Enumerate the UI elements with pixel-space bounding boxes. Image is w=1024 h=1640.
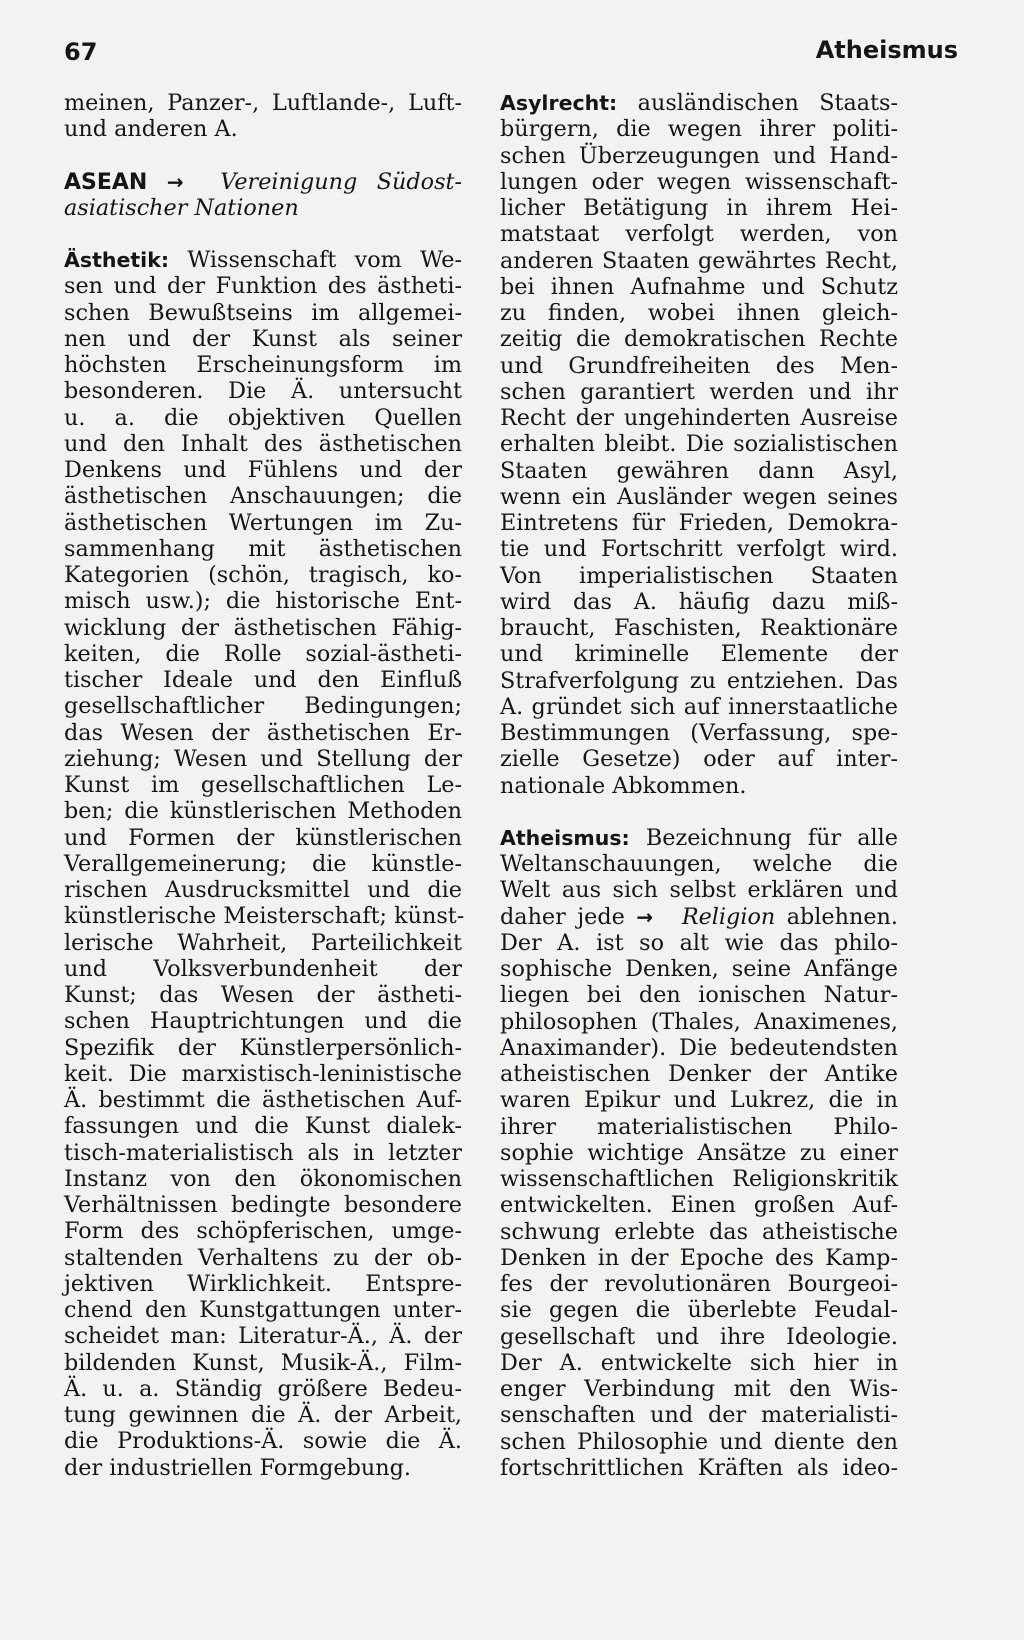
text-line: keit. Die marxistisch-leninistische (64, 1060, 462, 1087)
text-line: Denken in der Epoche des Kamp- (500, 1244, 898, 1271)
text-line: A. gründet sich auf innerstaatliche (500, 693, 898, 720)
text-line: erhalten bleibt. Die sozialistischen (500, 431, 898, 458)
text-line: ästhetischen Anschauungen; die (64, 483, 462, 510)
atheismus-headword: Atheismus: (500, 825, 630, 850)
text-line: besonderen. Die Ä. untersucht (64, 378, 462, 405)
text-line: Recht der ungehinderten Ausreise (500, 405, 898, 431)
text-line: Verhältnissen bedingte besondere (64, 1192, 462, 1218)
text-line: Von imperialistischen Staaten (500, 562, 898, 589)
aesthetik-text: Wissenschaft vom We- (187, 247, 462, 273)
text-line: tung gewinnen die Ä. der Arbeit, (64, 1402, 462, 1428)
aesthetik-headword: Ästhetik: (64, 248, 170, 272)
text-line: lerische Wahrheit, Parteilichkeit (64, 929, 462, 956)
text-line: anderen Staaten gewährtes Recht, (500, 247, 898, 274)
asylrecht-first-line (500, 90, 898, 116)
atheismus-body (500, 930, 898, 1481)
atheismus-text: ablehnen. (786, 903, 898, 930)
text-line: u. a. die objektiven Quellen (64, 404, 462, 431)
text-line: nationale Abkommen. (500, 772, 747, 799)
entry-gap (64, 143, 462, 169)
asylrecht-text: ausländischen Staats- (637, 90, 898, 116)
text-line: zu finden, wobei ihnen gleich- (500, 300, 898, 326)
atheismus-text: Bezeichnung für alle (645, 824, 898, 851)
text-line: philosophen (Thales, Anaximenes, (500, 1008, 898, 1035)
text-line: licher Betätigung in ihrem Hei- (500, 195, 898, 221)
text-line: sammenhang mit ästhetischen (64, 535, 462, 562)
text-line: lungen oder wegen wissenschaft- (500, 168, 898, 195)
text-line: und Volksverbundenheit der (64, 955, 462, 982)
text-line: fortschrittlichen Kräften als ideo- (500, 1454, 898, 1481)
text-line: und kriminelle Elemente der (500, 641, 898, 668)
asean-reference-continued: asiatischer Nationen (64, 194, 299, 221)
text-line: und den Inhalt des ästhetischen (64, 430, 462, 457)
text-line: tie und Fortschritt verfolgt wird. (500, 536, 898, 563)
text-line: Anaximander). Die bedeutendsten (500, 1034, 898, 1061)
page-number: 67 (64, 38, 98, 66)
asean-headword: ASEAN (64, 169, 148, 195)
text-line: braucht, Faschisten, Reaktionäre (500, 615, 898, 641)
text-line: Form des schöpferischen, umge- (64, 1218, 462, 1245)
text-line: sen und der Funktion des ästheti- (64, 273, 462, 300)
text-line: sophische Denken, seine Anfänge (500, 956, 898, 982)
text-line: Instanz von den ökonomischen (64, 1165, 462, 1192)
asean-line (64, 169, 462, 195)
text-line: ihrer materialistischen Philo- (500, 1113, 898, 1140)
aesthetik-first-line (64, 247, 462, 273)
text-line: sophie wichtige Ansätze zu einer (500, 1139, 898, 1166)
text-line: nen und der Kunst als seiner (64, 325, 462, 352)
text-line: tischer Ideale und den Einfluß (64, 667, 462, 693)
text-line: Denkens und Fühlens und der (64, 457, 462, 483)
asylrecht-headword: Asylrecht: (500, 91, 618, 115)
text-line: Kategorien (schön, tragisch, ko- (64, 562, 462, 588)
text-line: bildenden Kunst, Musik-Ä., Film- (64, 1349, 462, 1376)
text-line: entwickelten. Einen großen Auf- (500, 1192, 898, 1219)
text-line: ben; die künstlerischen Methoden (64, 798, 462, 825)
text-line: wenn ein Ausländer wegen seines (500, 483, 898, 510)
asean-reference: Vereinigung Südost- (220, 168, 462, 195)
text-line: Ä. bestimmt die ästhetischen Auf- (64, 1087, 462, 1113)
text-line: ziehung; Wesen und Stellung der (64, 745, 462, 772)
left-column (64, 90, 465, 1481)
right-column (500, 90, 898, 1481)
running-head: Atheismus (815, 36, 958, 64)
text-line: fassungen und die Kunst dialek- (64, 1113, 462, 1140)
continuation-line: meinen, Panzer-, Luftlande-, Luft- (64, 90, 462, 116)
text-line: und Formen der künstlerischen (64, 824, 462, 851)
text-line: waren Epikur und Lukrez, die in (500, 1087, 898, 1114)
text-line: misch usw.); die historische Ent- (64, 588, 462, 615)
text-line: Kunst im gesellschaftlichen Le- (64, 772, 462, 798)
text-line: bei ihnen Aufnahme und Schutz (500, 273, 898, 300)
text-line: scheidet man: Literatur-Ä., Ä. der (64, 1323, 462, 1350)
text-line: die Produktions-Ä. sowie die Ä. (64, 1428, 462, 1455)
text-line: Spezifik der Künstlerpersönlich- (64, 1034, 462, 1061)
text-line: jektiven Wirklichkeit. Entspre- (64, 1270, 462, 1297)
atheismus-line: Weltanschauungen, welche die (500, 851, 898, 877)
text-line: gesellschaft und ihre Ideologie. (500, 1323, 898, 1350)
text-line: chend den Kunstgattungen unter- (64, 1297, 462, 1323)
entry-asylrecht (500, 90, 898, 799)
text-line: bürgern, die wegen ihrer politi- (500, 116, 898, 143)
text-line: künstlerische Meisterschaft; künst- (64, 903, 465, 930)
religion-reference: Religion (681, 903, 776, 930)
text-line: senschaften und der materialisti- (500, 1402, 898, 1429)
text-line: Strafverfolgung zu entziehen. Das (500, 667, 898, 694)
text-line: und Grundfreiheiten des Men- (500, 352, 898, 379)
text-line: matstaat verfolgt werden, von (500, 221, 898, 248)
atheismus-text: daher jede (500, 903, 625, 930)
text-line: enger Verbindung mit den Wis- (500, 1376, 898, 1402)
text-line: ästhetischen Wertungen im Zu- (64, 509, 462, 536)
text-line: schen Philosophie und diente den (500, 1428, 898, 1455)
text-line: höchsten Erscheinungsform im (64, 352, 462, 378)
text-line: schen Hauptrichtungen und die (64, 1008, 462, 1035)
text-line: Ä. u. a. Ständig größere Bedeu- (64, 1375, 462, 1402)
text-line: fes der revolutionären Bourgeoi- (500, 1271, 898, 1297)
text-line: keiten, die Rolle sozial-ästheti- (64, 640, 462, 667)
text-line: wird das A. häufig dazu miß- (500, 588, 898, 615)
entry-gap (500, 799, 898, 825)
text-line: wissenschaftlichen Religionskritik (500, 1166, 898, 1192)
text-line: Bestimmungen (Verfassung, spe- (500, 720, 898, 746)
entry-asean (64, 169, 462, 222)
text-line: schen Überzeugungen und Hand- (500, 142, 898, 169)
continuation-line: und anderen A. (64, 116, 238, 143)
text-line: Staaten gewähren dann Asyl, (500, 457, 898, 484)
text-line: zielle Gesetze) oder auf inter- (500, 746, 898, 773)
text-line: schwung erlebte das atheistische (500, 1218, 898, 1245)
aesthetik-body (64, 273, 465, 1481)
text-line: Eintretens für Frieden, Demokra- (500, 510, 898, 536)
text-line: Der A. entwickelte sich hier in (500, 1349, 898, 1376)
text-line: schen Bewußtseins im allgemei- (64, 299, 462, 326)
text-line: tisch-materialistisch als in letzter (64, 1139, 462, 1166)
text-line: gesellschaftlicher Bedingungen; (64, 693, 462, 720)
text-line: rischen Ausdrucksmittel und die (64, 877, 462, 903)
asylrecht-body (500, 116, 898, 799)
text-line: der industriellen Formgebung. (64, 1454, 411, 1481)
text-line: zeitig die demokratischen Rechte (500, 326, 898, 353)
text-line: Verallgemeinerung; die künstle- (64, 850, 462, 877)
text-line: Kunst; das Wesen der ästheti- (64, 982, 462, 1008)
atheismus-line-with-reference (500, 904, 898, 930)
text-line: Der A. ist so alt wie das philo- (500, 929, 898, 956)
text-line: schen garantiert werden und ihr (500, 378, 898, 405)
text-line: sie gegen die überlebte Feudal- (500, 1297, 898, 1324)
arrow-right-icon: → (166, 169, 184, 194)
entry-atheismus (500, 825, 898, 1481)
atheismus-first-line (500, 825, 898, 851)
text-line: atheistischen Denker der Antike (500, 1061, 898, 1087)
arrow-right-icon: → (636, 904, 654, 929)
entry-gap (64, 221, 462, 247)
text-line: wicklung der ästhetischen Fähig- (64, 614, 462, 641)
text-line: das Wesen der ästhetischen Er- (64, 719, 462, 746)
text-line: liegen bei den ionischen Natur- (500, 982, 898, 1009)
atheismus-line: Welt aus sich selbst erklären und (500, 877, 898, 904)
entry-aesthetik (64, 247, 465, 1481)
text-line: staltenden Verhaltens zu der ob- (64, 1244, 462, 1271)
